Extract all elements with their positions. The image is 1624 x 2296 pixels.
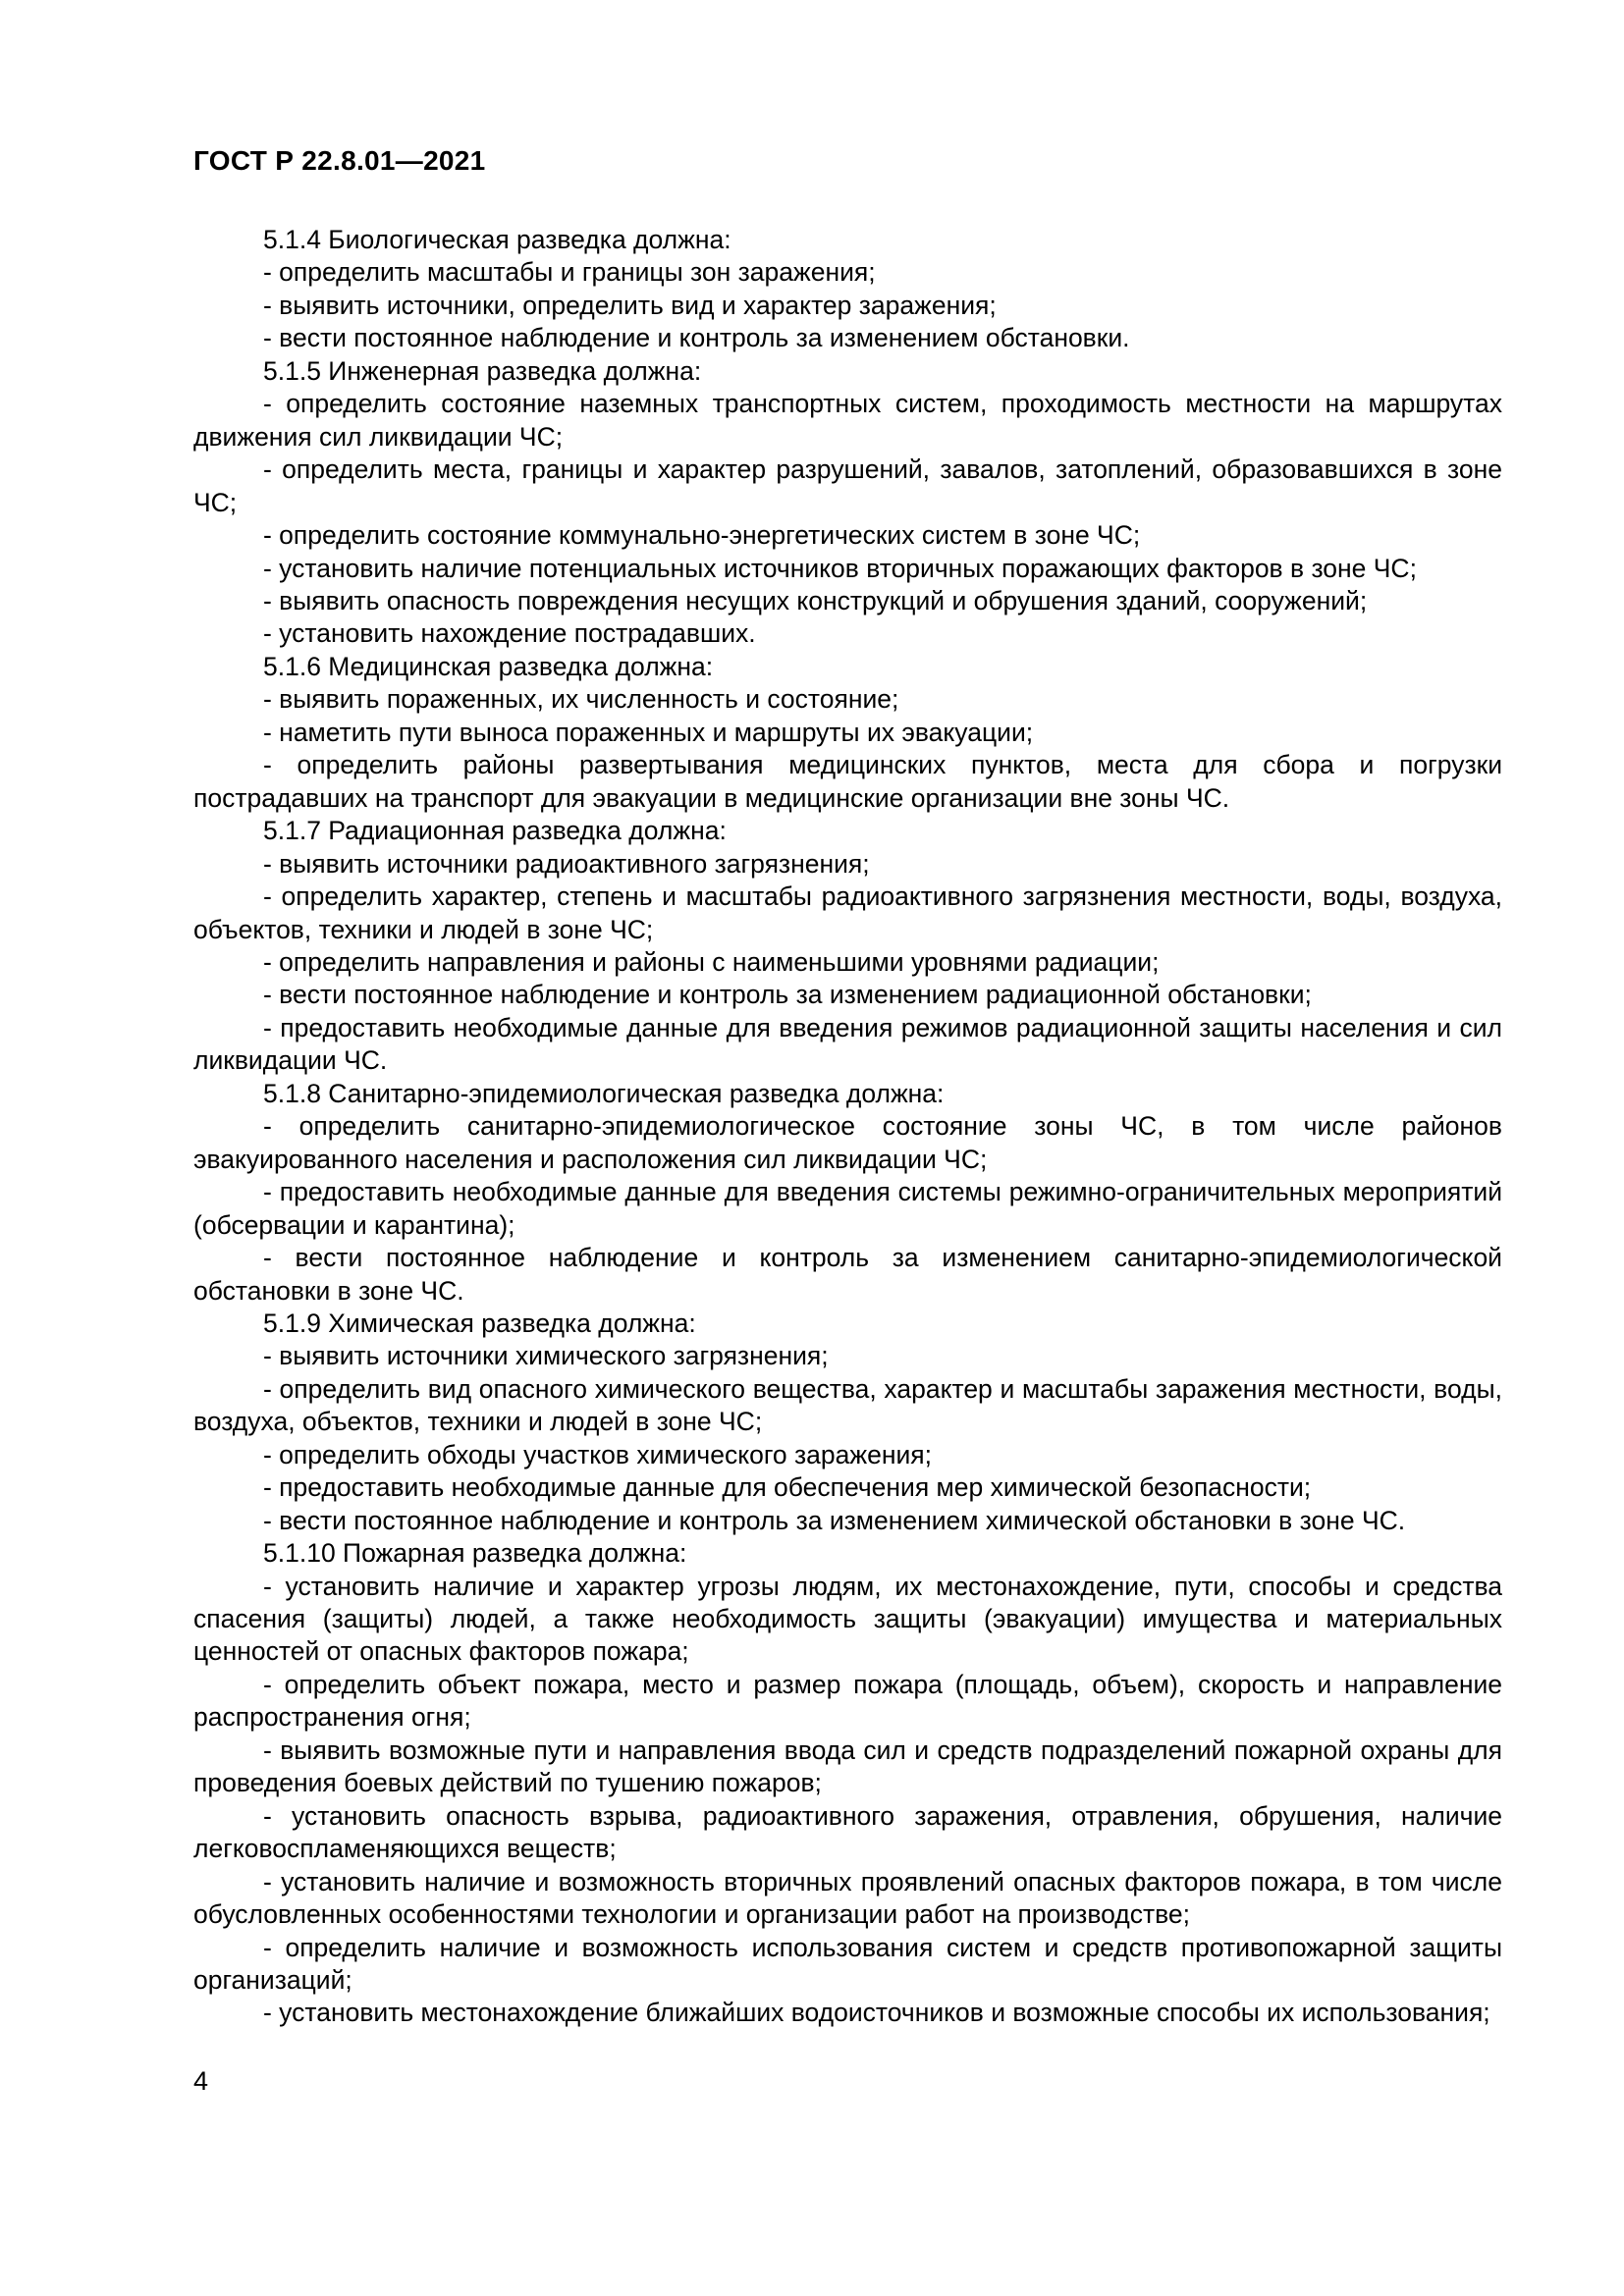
list-item: - выявить источники радиоактивного загрязнения; <box>263 848 870 879</box>
list-item: - установить нахождение пострадавших. <box>263 618 756 649</box>
section-heading: 5.1.7 Радиационная разведка должна: <box>263 816 727 846</box>
list-item: - вести постоянное наблюдение и контроль за изменением санитарно-эпидемиологической обстановки в зоне ЧС. <box>193 1243 1502 1306</box>
section-heading: 5.1.10 Пожарная разведка должна: <box>263 1538 687 1569</box>
list-item: - определить масштабы и границы зон заражения; <box>263 257 876 288</box>
list-item: - выявить опасность повреждения несущих конструкций и обрушения зданий, сооружений; <box>263 585 1368 615</box>
list-item: - выявить источники химического загрязнения; <box>263 1341 829 1371</box>
list-item: - определить санитарно-эпидемиологическое состояние зоны ЧС, в том числе районов эвакуированного населения и расположения сил ликвидации ЧС; <box>193 1111 1502 1174</box>
list-item: - вести постоянное наблюдение и контроль за изменением обстановки. <box>263 323 1130 353</box>
list-item: - установить наличие и характер угрозы людям, их местонахождение, пути, способы и средства спасения (защиты) людей, а также необходимость защиты (эвакуации) имущества и материальных ценностей от опасных факторов пожара; <box>193 1571 1502 1667</box>
section-heading: 5.1.5 Инженерная разведка должна: <box>263 355 702 386</box>
list-item: - вести постоянное наблюдение и контроль за изменением химической обстановки в зоне ЧС. <box>263 1505 1406 1535</box>
list-item: - выявить возможные пути и направления ввода сил и средств подразделений пожарной охраны для проведения боевых действий по тушению пожаров; <box>193 1735 1502 1798</box>
list-item: - определить наличие и возможность использования систем и средств противопожарной защиты организаций; <box>193 1932 1502 1996</box>
list-item: - вести постоянное наблюдение и контроль за изменением радиационной обстановки; <box>263 980 1312 1010</box>
page-number: 4 <box>193 2066 209 2096</box>
list-item: - установить опасность взрыва, радиоактивного заражения, отравления, обрушения, наличие легковоспламеняющихся веществ; <box>193 1800 1502 1864</box>
list-item: - определить характер, степень и масштабы радиоактивного загрязнения местности, воды, воздуха, объектов, техники и людей в зоне ЧС; <box>193 881 1502 944</box>
list-item: - установить местонахождение ближайших водоисточников и возможные способы их использования; <box>263 1998 1490 2028</box>
list-item: - установить наличие потенциальных источников вторичных поражающих факторов в зоне ЧС; <box>263 553 1417 583</box>
list-item: - наметить пути выноса пораженных и маршруты их эвакуации; <box>263 717 1034 747</box>
list-item: - определить состояние коммунально-энергетических систем в зоне ЧС; <box>263 520 1141 551</box>
list-item: - предоставить необходимые данные для введения системы режимно-ограничительных мероприятий (обсервации и карантина); <box>193 1177 1502 1240</box>
document-standard-code: ГОСТ Р 22.8.01—2021 <box>193 145 486 176</box>
list-item: - определить обходы участков химического заражения; <box>263 1439 932 1469</box>
list-item: - определить районы развертывания медицинских пунктов, места для сбора и погрузки пострадавших на транспорт для эвакуации в медицинские организации вне зоны ЧС. <box>193 750 1502 813</box>
list-item: - определить состояние наземных транспортных систем, проходимость местности на маршрутах движения сил ликвидации ЧС; <box>193 389 1502 452</box>
section-heading: 5.1.4 Биологическая разведка должна: <box>263 225 731 254</box>
list-item: - установить наличие и возможность вторичных проявлений опасных факторов пожара, в том числе обусловленных особенностями технологии и организации работ на производстве; <box>193 1866 1502 1930</box>
list-item: - определить объект пожара, место и размер пожара (площадь, объем), скорость и направление распространения огня; <box>193 1669 1502 1733</box>
list-item: - определить направления и районы с наименьшими уровнями радиации; <box>263 946 1160 977</box>
section-heading: 5.1.8 Санитарно-эпидемиологическая разведка должна: <box>263 1078 945 1108</box>
list-item: - предоставить необходимые данные для введения режимов радиационной защиты населения и сил ликвидации ЧС. <box>193 1012 1502 1076</box>
list-item: - предоставить необходимые данные для обеспечения мер химической безопасности; <box>263 1472 1312 1503</box>
section-heading: 5.1.6 Медицинская разведка должна: <box>263 651 714 681</box>
document-body <box>193 224 1502 2030</box>
section-heading: 5.1.9 Химическая разведка должна: <box>263 1308 696 1338</box>
list-item: - выявить источники, определить вид и характер заражения; <box>263 290 997 320</box>
list-item: - определить вид опасного химического вещества, характер и масштабы заражения местности, воды, воздуха, объектов, техники и людей в зоне ЧС; <box>193 1373 1502 1437</box>
list-item: - определить места, границы и характер разрушений, завалов, затоплений, образовавшихся в зоне ЧС; <box>193 454 1502 517</box>
list-item: - выявить пораженных, их численность и состояние; <box>263 684 899 715</box>
